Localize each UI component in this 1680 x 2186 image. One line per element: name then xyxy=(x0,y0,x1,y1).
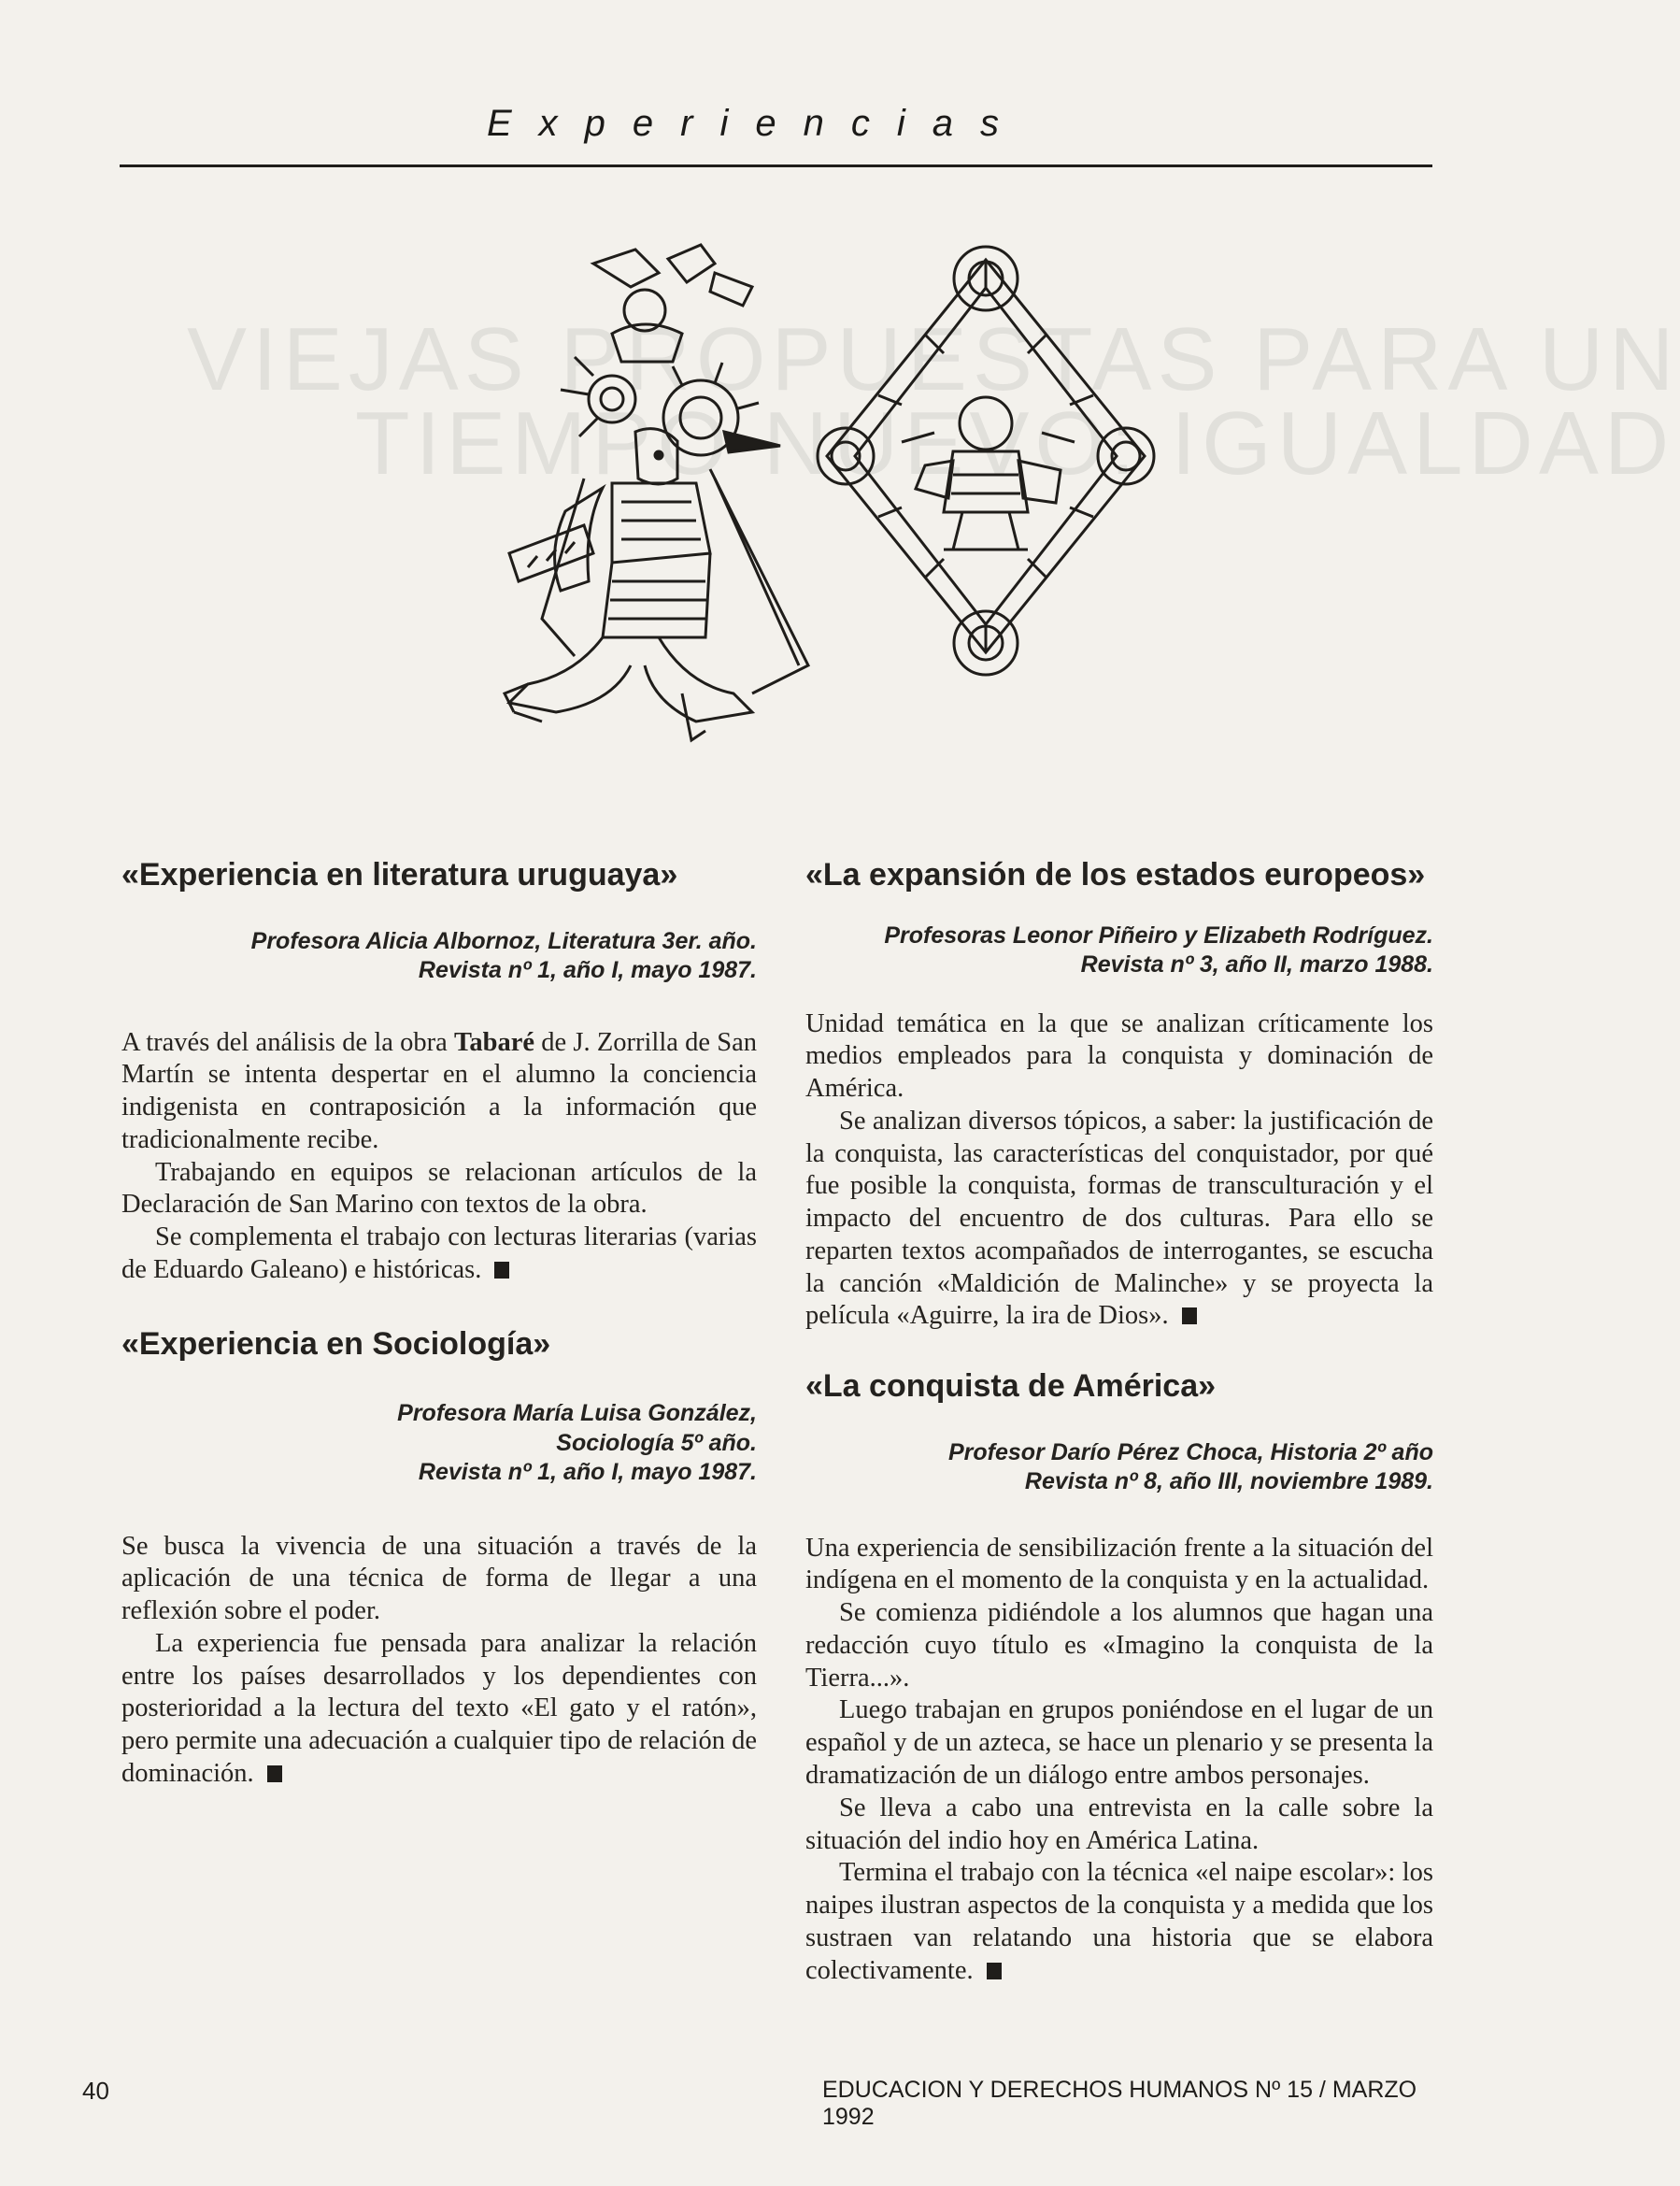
aztec-codex-figure-icon xyxy=(472,245,827,759)
end-mark xyxy=(987,1963,1002,1979)
article-conquista xyxy=(805,1366,1433,1987)
paragraph: Trabajando en equipos se relacionan artículos de la Declaración de San Marino con textos de la obra. xyxy=(121,1157,757,1220)
end-mark xyxy=(494,1262,509,1279)
left-column xyxy=(121,855,757,1791)
text-run: Se analizan diversos tópicos, a saber: la justificación de la conquista, las características del conquistador, por qué fue posible la conquista, formas de transculturación y el impacto del encuentro de dos culturas. Para ello se reparten textos acompañados de interrogantes, se escucha la canción «Maldición de Malinche» y se proyecta la película «Aguirre, la ira de Dios». xyxy=(805,1106,1433,1331)
page-number: 40 xyxy=(82,2077,109,2105)
text-run: La experiencia fue pensada para analizar la relación entre los países desarrollados y los dependientes con posterioridad a la lectura del texto «El gato y el ratón», pero permite una adecuación a cualquier tipo de relación de dominación. xyxy=(121,1628,757,1788)
paragraph xyxy=(121,1628,757,1791)
paragraph xyxy=(121,1222,757,1287)
paragraph: Se busca la vivencia de una situación a través de la aplicación de una técnica de forma de llegar a una reflexión sobre el poder. xyxy=(121,1531,757,1626)
paragraph: Se lleva a cabo una entrevista en la calle sobre la situación del indio hoy en América Latina. xyxy=(805,1793,1433,1855)
article-body xyxy=(805,1008,1433,1334)
byline: Revista nº 1, año I, mayo 1987. xyxy=(418,1459,757,1486)
paragraph: Se comienza pidiéndole a los alumnos que hagan una redacción cuyo título es «Imagino la conquista de la Tierra...». xyxy=(805,1598,1433,1693)
article-title: «Experiencia en Sociología» xyxy=(121,1325,551,1362)
end-mark xyxy=(1182,1307,1197,1324)
paragraph xyxy=(121,1027,757,1157)
article-literatura xyxy=(121,855,757,1287)
paragraph xyxy=(805,1106,1433,1333)
text-run: Termina el trabajo con la técnica «el naipe escolar»: los naipes ilustran aspectos de la conquista y a medida que los sustraen van relatando una historia que se elabora colectivamente. xyxy=(805,1858,1433,1985)
article-title: «Experiencia en literatura uruguaya» xyxy=(121,857,678,893)
article-title: «La conquista de América» xyxy=(805,1368,1217,1405)
article-title: «La expansión de los estados europeos» xyxy=(805,857,1426,893)
work-title: Tabaré xyxy=(454,1027,535,1057)
paragraph: Unidad temática en la que se analizan críticamente los medios empleados para la conquista y dominación de América. xyxy=(805,1008,1433,1104)
byline: Revista nº 1, año I, mayo 1987. xyxy=(418,957,757,983)
byline: Profesoras Leonor Piñeiro y Elizabeth Rodríguez. xyxy=(884,922,1433,949)
article-body xyxy=(805,1533,1433,1988)
header-rule xyxy=(120,164,1432,167)
byline: Revista nº 8, año III, noviembre 1989. xyxy=(1024,1468,1433,1495)
show-through-2: TIEMPO NUEVO: IGUALDAD xyxy=(355,393,1675,493)
byline: Profesor Darío Pérez Choca, Historia 2º año xyxy=(947,1438,1433,1465)
aztec-diamond-glyph-icon xyxy=(813,241,1159,690)
text-run: Se complementa el trabajo con lecturas literarias (varias de Eduardo Galeano) e históricas. xyxy=(121,1222,757,1284)
paragraph: Una experiencia de sensibilización frente a la situación del indígena en el momento de la conquista y en la actualidad. xyxy=(805,1533,1433,1595)
byline: Revista nº 3, año II, marzo 1988. xyxy=(1080,951,1433,978)
section-title: Experiencias xyxy=(486,103,1026,144)
paragraph: Luego trabajan en grupos poniéndose en el lugar de un español y de un azteca, se hace un plenario y se presenta la dramatización de un diálogo entre ambos personajes. xyxy=(805,1695,1433,1791)
right-column xyxy=(805,855,1433,1987)
text-run: A través del análisis de la obra xyxy=(121,1027,455,1057)
article-body xyxy=(121,1027,757,1287)
byline: Profesora María Luisa González, xyxy=(397,1400,757,1427)
byline: Profesora Alicia Albornoz, Literatura 3er. año. xyxy=(250,927,757,954)
end-mark xyxy=(267,1765,282,1782)
publication-footer: EDUCACION Y DERECHOS HUMANOS Nº 15 / MARZO 1992 xyxy=(822,2077,1417,2130)
show-through: VIEJAS PROPUESTAS PARA UN xyxy=(187,309,1680,409)
byline: Sociología 5º año. xyxy=(556,1429,757,1456)
article-sociologia xyxy=(121,1324,757,1791)
article-body xyxy=(121,1531,757,1791)
text-run: de J. Zorrilla de San Martín se intenta despertar en el alumno la conciencia indigenista en contraposición a la información que tradicionalmente recibe. xyxy=(121,1027,757,1154)
article-expansion xyxy=(805,855,1433,1333)
paragraph xyxy=(805,1857,1433,1987)
